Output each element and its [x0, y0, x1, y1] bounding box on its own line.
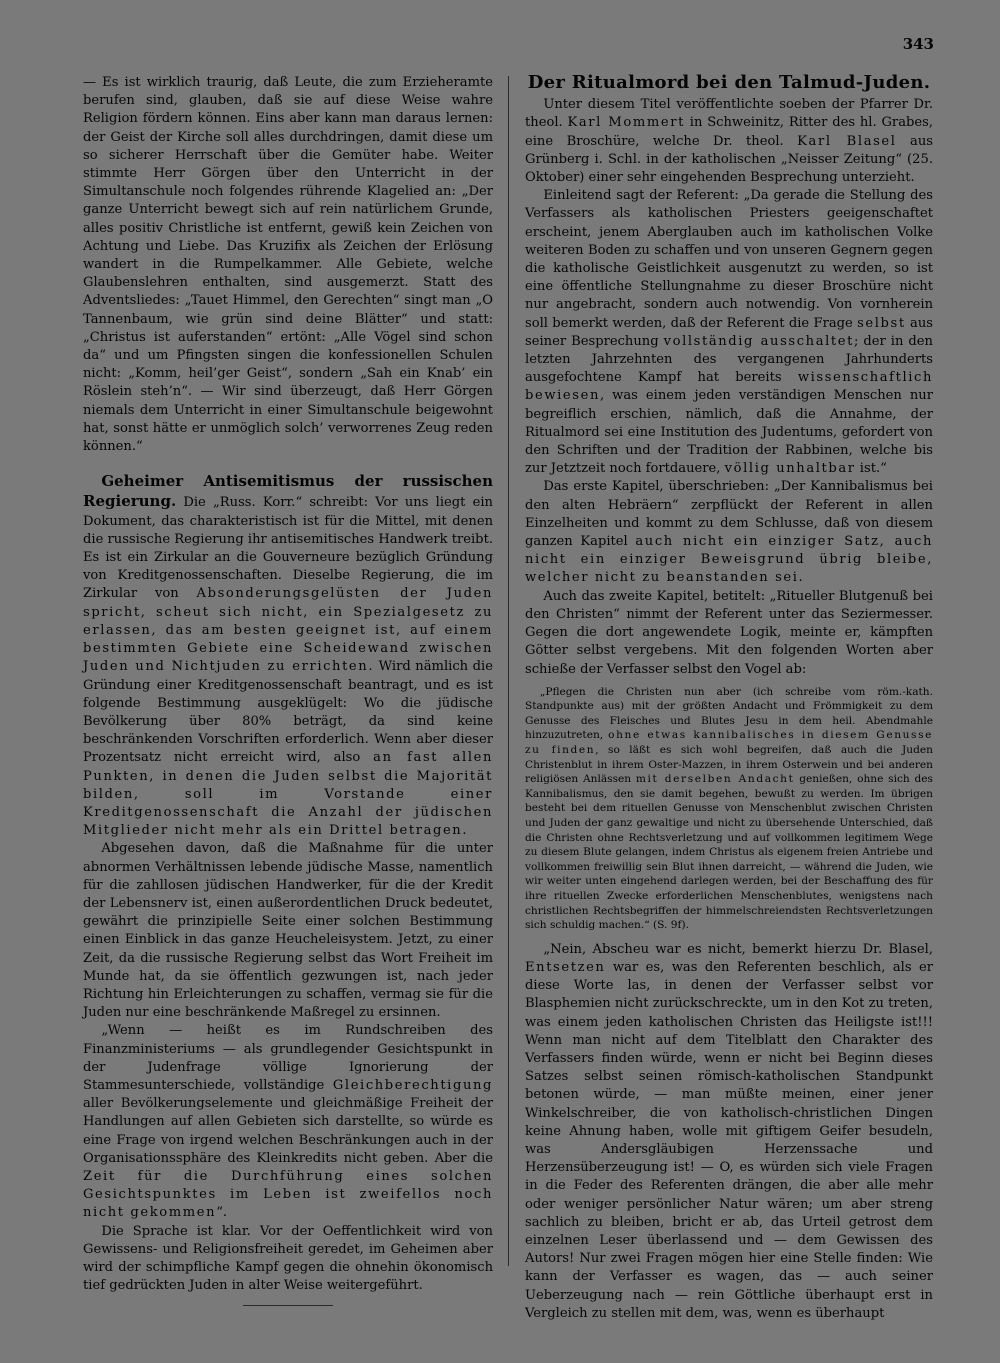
author-name: Karl Mommert: [567, 115, 685, 131]
spaced-emphasis: wissenschaftlich bewiesen: [525, 370, 933, 404]
left-column: [83, 74, 493, 1306]
article-text: war es, was den Referenten beschlich, als er diese Worte las, in denen der Verfasser selbst vor Blasphemien nicht zurückschreckte, um in den Kot zu treten, was einem jeden katholischen Christen das Heiligste ist!!! Wenn man nicht auf dem Titelblatt den Charakter des Verfassers finden würde, wenn er nicht bei Beginn dieses Satzes selbst seinen römisch-katholischen Standpunkt betonen würde, — man müßte meinen, einer jener Winkelschreiber, die von katholisch-christlichen Dingen keine Ahnung haben, wolle mit giftigem Geifer besudeln, was Andersgläubigen Herzenssache und Herzensüberzeugung ist! — O, es würden sich viele Fragen in die Feder des Referenten drängen, die aber alle mehr oder weniger persönlicher Natur wären; um aber streng sachlich zu bleiben, bricht er ab, das Urteil getrost dem einzelnen Leser überlassend und — dem Gewissen des Autors! Nur zwei Fragen mögen hier eine Stelle finden: Wie kann der Verfasser es wagen, das — auch seiner Ueberzeugung nach — rein Göttliche überhaupt erst in Vergleich zu stellen mit dem, was, wenn es überhaupt: [525, 960, 933, 1321]
article-russian-regierung: [83, 472, 493, 840]
spaced-emphasis: völlig unhaltbar: [724, 461, 856, 477]
paragraph-broschuere: [525, 96, 933, 187]
quote-part: „Pflegen die Christen nun aber (ich schreibe vom röm.-kath. Standpunkte aus) mit der größten Andacht und Frömmigkeit zu dem Genusse des Fleisches und Blutes Jesu in dem heil. Abendmahle hinzuzutreten,: [525, 685, 933, 742]
spaced-emphasis: auch nicht ein einziger Satz, auch nicht ein einziger Beweisgrund übrig bleibe, welcher nicht zu beanstanden sei.: [525, 534, 934, 586]
article-text: Unter diesem Titel veröffentlichte soeben der Pfarrer Dr. theol.: [525, 97, 933, 131]
quote-part: genießen, ohne sich des Kannibalismus, den sie damit begehen, bewußt zu werden. Im übrigen besteht bei dem rituellen Genusse von Menschenblut zwischen Christen und Juden der ganz gewaltige und nicht zu übersehende Unterschied, daß die Christen ohne Rechtsverletzung und auf vollkommen legitimem Wege zu diesem Blute gelangen, indem Christus als eigenem freien Antriebe und vollkommen freiwillig sein Blut ihnen darreicht, — während die Juden, wie wir weiter unten eingehend darlegen werden, bei der Beschaffung des für ihre rituellen Zwecke erforderlichen Menschenblutes, wenigstens nach christlichen Rechtsbegriffen der himmelschreiendsten Rechtsverletzungen sich schuldig machen.“ (S. 9f).: [525, 773, 933, 932]
end-rule: [243, 1305, 333, 1306]
spaced-emphasis: Gleichberechtigung: [332, 1077, 493, 1093]
spaced-emphasis: ohne etwas kannibalisches in diesem Genusse zu finden: [525, 729, 933, 757]
paragraph-rundschreiben: [83, 1022, 493, 1222]
column-divider: [508, 76, 509, 1266]
spaced-emphasis: Absonderungsgelüsten der Juden spricht, scheut sich nicht, ein Spezialgesetz zu erlassen, das am besten geeignet ist, auf einem bestimmten Gebiete eine Scheidewand zwischen Juden und Nichtjuden zu errichten.: [83, 586, 493, 675]
paragraph-erstes-kapitel: [525, 478, 933, 587]
paragraph-sprache: Die Sprache ist klar. Vor der Oeffentlichkeit wird von Gewissens- und Religionsfreiheit geredet, im Geheimen aber wird der schimpfliche Kampf gegen die ohnehin ökonomisch tief gedrückten Juden in alter Weise weitergeführt.: [83, 1223, 493, 1294]
paragraph-simultanschule: — Es ist wirklich traurig, daß Leute, die zum Erzieheramte berufen sind, glauben, daß sie auf diese Weise wahre Religion fördern können. Eins aber kann man daraus lernen: der Geist der Kirche soll alles durchdringen, damit diese um so sicherer Herrschaft über die Gemüter habe. Weiter stimmte Herr Görgen über den Unterricht in der Simultanschule noch folgendes rührende Klagelied an: „Der ganze Unterricht bewegt sich auf rein natürlichem Grunde, alles positiv Christliche ist entfernt, gewiß kein Zeichen von Achtung und Liebe. Das Kruzifix als Zeichen der Erlösung wandert in die Rumpelkammer. Alle Gebiete, welche Glaubenslehren enthalten, sind ausgemerzt. Statt des Adventsliedes: „Tauet Himmel, den Gerechten“ singt man „O Tannenbaum, wie grün sind deine Blätter“ und statt: „Christus ist auferstanden“ ertönt: „Alle Vögel sind schon da“ und um Pfingsten singen die konfessionellen Schulen nicht: „Komm, heil’ger Geist“, sondern „Sah ein Knab’ ein Röslein steh’n“. — Wir sind überzeugt, daß Herr Görgen niemals dem Unterricht in einer Simultanschule beigewohnt hat, sonst hätte er unmöglich solch’ verworrenes Zeug reden können.“: [83, 75, 493, 455]
article-title: Der Ritualmord bei den Talmud-Juden.: [527, 72, 931, 93]
page-number: 343: [902, 35, 934, 53]
spaced-emphasis: vollständig ausschaltet: [663, 333, 854, 349]
quote-part: , so läßt es sich wohl begreifen, daß auch die Juden Christenblut in ihrem Oster-Mazzen, in ihrem Osterwein und bei anderen religiösen Anlässen: [525, 744, 933, 786]
paragraph-massnahme: Abgesehen davon, daß die Maßnahme für die unter abnormen Verhältnissen lebende jüdische Masse, namentlich für die zahllosen jüdischen Handwerker, für die der Kredit der Lebensnerv ist, einen außerordentlichen Druck bedeutet, gewährt die prinzipielle Seite einer solchen Bestimmung einen Einblick in das ganze Heucheleisystem. Jetzt, zu einer Zeit, da die russische Regierung selbst das Wort Freiheit im Munde hat, da sie öffentlich gezwungen ist, nach jeder Richtung hin Erleichterungen zu schaffen, vermag sie für die Juden nur eine beschränkende Maßregel zu ersinnen.: [83, 841, 493, 1021]
article-text: aus seiner Besprechung: [525, 315, 934, 349]
article-text: „Nein, Abscheu war es nicht, bemerkt hierzu Dr. Blasel,: [543, 941, 933, 957]
article-text: ; der in den letzten Jahrzehnten des vergangenen Jahrhunderts ausgefochtene Kampf hat bereits: [525, 333, 933, 386]
spaced-emphasis: selbst: [857, 315, 906, 331]
spaced-emphasis: mit derselben Andacht: [635, 773, 795, 786]
article-text: „Wenn — heißt es im Rundschreiben des Finanzministeriums — als grundlegender Gesichtspunkt in der Judenfrage völlige Ignorierung der Stammesunterschiede, vollständige: [83, 1023, 493, 1093]
block-quote: [525, 685, 933, 933]
article-text: aller Bevölkerungselemente und gleichmäßige Freiheit der Handlungen auf allen Gebieten sich darstellte, so würde es eine Frage von irgend welchen Beschränkungen auch in der Organisationssphäre des Kleinkredits nicht geben. Aber die: [83, 1096, 493, 1166]
right-column: [525, 74, 933, 1323]
spaced-emphasis: an fast allen Punkten, in denen die Juden selbst die Majorität bilden, soll im Vorstande einer Kreditgenossenschaft die Anzahl der jüdischen Mitglieder nicht mehr als ein Drittel betragen.: [83, 750, 493, 839]
spaced-emphasis: Entsetzen: [525, 960, 606, 975]
paragraph-einleitend: [525, 187, 933, 478]
article-text: , was einem jeden verständigen Menschen nur begreiflich erschien, nämlich, daß die Annahme, der Ritualmord sei eine Institution des Judentums, gefordert von den Schriften und der Tradition der Rabbinen, welche bis zur Jetztzeit noch fortdauere,: [525, 388, 933, 477]
paragraph-abscheu: [525, 941, 933, 1323]
article-headline: Geheimer Antisemitismus der russischen Regierung.: [83, 472, 493, 511]
article-text: in Schweinitz, Ritter des hl. Grabes, eine Broschüre, welche Dr. theol.: [525, 115, 934, 149]
article-text: ist.“: [855, 461, 887, 477]
quote-text: [525, 685, 933, 933]
article-text: Das erste Kapitel, überschrieben: „Der Kannibalismus bei den alten Hebräern“ zerpflückt der Referent in allen Einzelheiten und kommt zu dem Schlusse, daß von diesem ganzen Kapitel: [525, 479, 933, 550]
article-text: Einleitend sagt der Referent: „Da gerade die Stellung des Verfassers als katholischen Priesters geeigenschaftet erscheint, jenem Aberglauben auch im katholischen Volke weiteren Boden zu schaffen und von unseren Gegnern gegen die katholische Geistlichkeit ausgenutzt zu werden, so ist eine öffentliche Stellungnahme zu dieser Broschüre nicht nur angebracht, sondern auch notwendig. Von vornherein soll bemerkt werden, daß der Referent die Frage: [525, 188, 933, 331]
spaced-emphasis: Zeit für die Durchführung eines solchen Gesichtspunktes im Leben ist zweifellos noch nicht gekommen: [83, 1168, 493, 1221]
paragraph-zweites-kapitel: Auch das zweite Kapitel, betitelt: „Ritueller Blutgenuß bei den Christen“ nimmt der Referent unter das Seziermesser. Gegen die dort angewendete Logik, meinte er, kämpften Götter selbst vergebens. Mit den folgenden Worten aber schieße der Verfasser selbst den Vogel ab:: [525, 588, 933, 677]
article-text: “.: [216, 1205, 228, 1221]
article-text: Wird nämlich die Gründung einer Kreditgenossenschaft beantragt, und es ist folgende Bestimmung ausgeklügelt: Wo die jüdische Bevölkerung über 80% beträgt, da sind keine beschränkenden Vorschriften erforderlich. Wenn aber dieser Prozentsatz nicht erreicht wird, also: [83, 659, 493, 766]
reviewer-name: Karl Blasel: [797, 133, 897, 149]
article-text: Die „Russ. Korr.“ schreibt: Vor uns liegt ein Dokument, das charakteristisch ist für die Mittel, mit denen die russische Regierung ihr antisemitisches Handwerk treibt. Es ist ein Zirkular an die Gouverneure bezüglich Gründung von Kreditgenossenschaften. Dieselbe Regierung, die im Zirkular von: [83, 495, 493, 602]
section-gap: [83, 456, 493, 472]
article-text: aus Grünberg i. Schl. in der katholischen „Neisser Zeitung“ (25. Oktober) einer sehr eingehenden Besprechung unterzieht.: [525, 133, 933, 186]
